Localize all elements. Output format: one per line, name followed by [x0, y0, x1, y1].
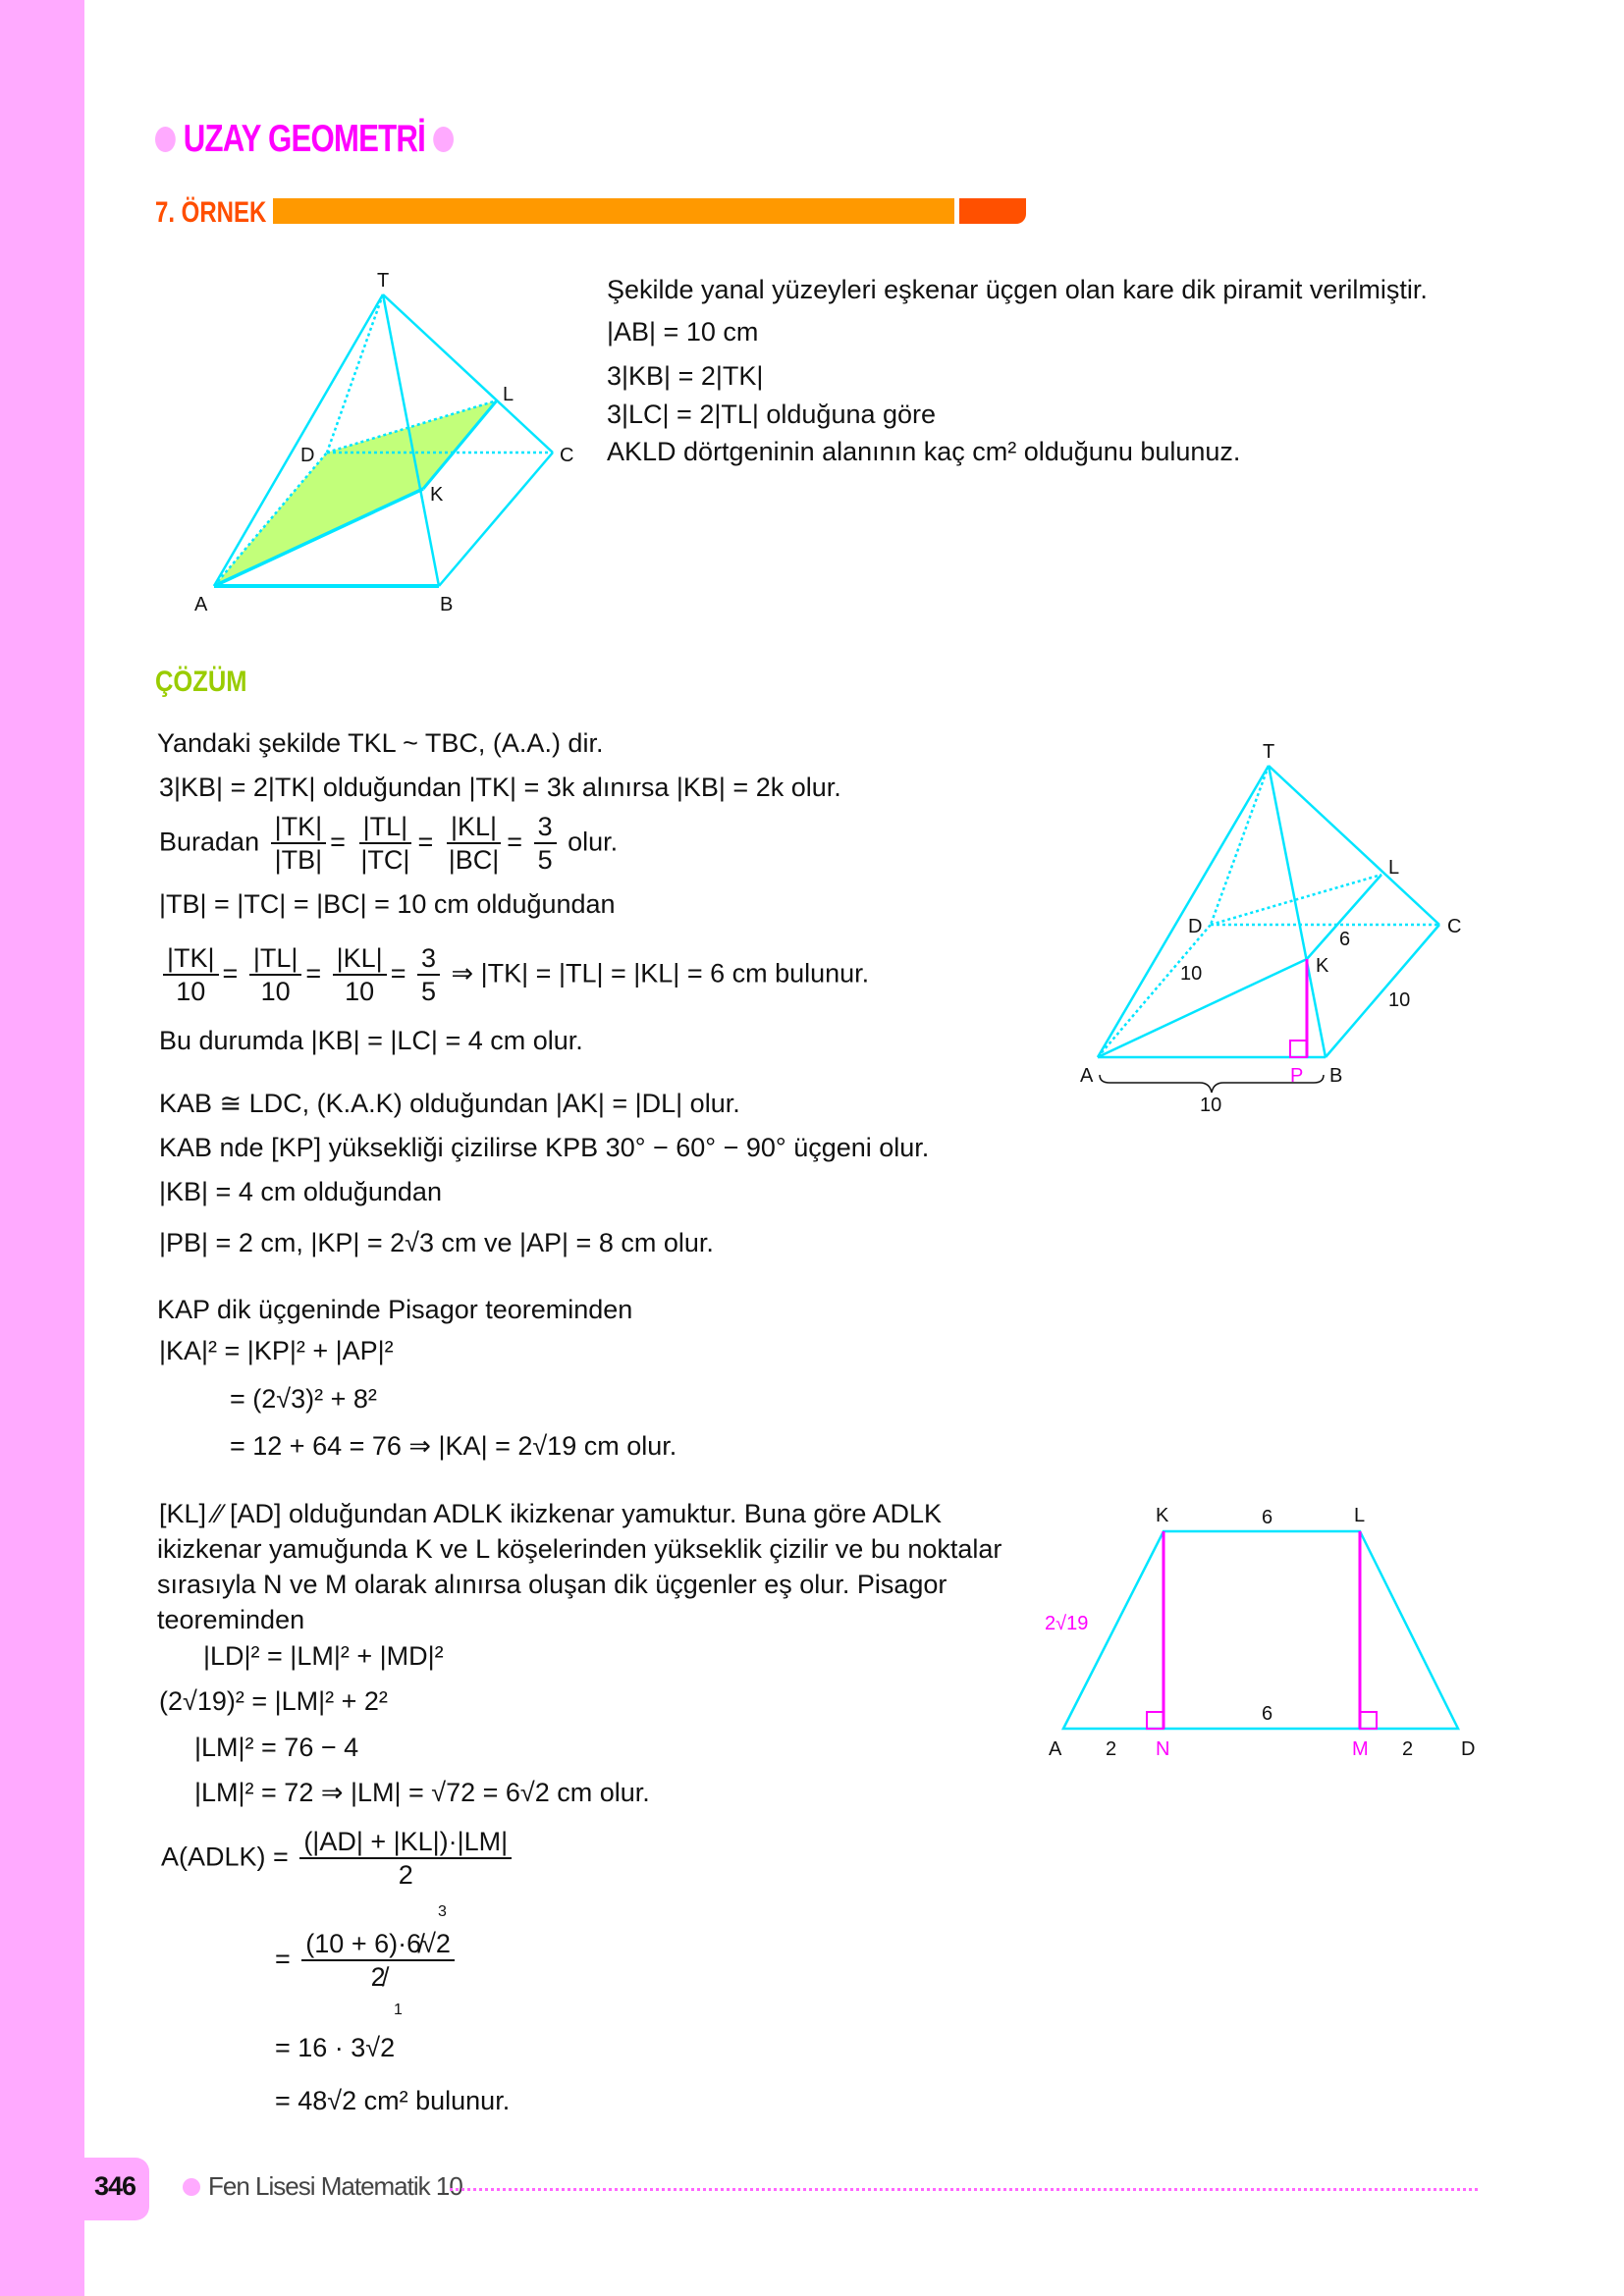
left-margin-bar: [0, 0, 84, 2296]
solution-line: = (2√3)² + 8²: [230, 1384, 377, 1414]
solution-line: (2√19)² = |LM|² + 2²: [159, 1686, 388, 1716]
solution-line: teoreminden: [157, 1605, 305, 1634]
trapezoid-figure: [1031, 1492, 1502, 1777]
solution-line: KAB nde [KP] yüksekliği çizilirse KPB 30° − 60° − 90° üçgeni olur.: [159, 1133, 930, 1162]
solution-line: sırasıyla N ve M olarak alınırsa oluşan dik üçgenler eş olur. Pisagor: [157, 1570, 947, 1599]
cancel-note-top: 3: [438, 1903, 447, 1920]
solution-line: |TB| = |TC| = |BC| = 10 cm olduğundan: [159, 889, 616, 919]
solution-line: 3|KB| = 2|TK| olduğundan |TK| = 3k alınırsa |KB| = 2k olur.: [159, 773, 841, 802]
pyramid-solution-figure: [1060, 736, 1492, 1129]
problem-line: Şekilde yanal yüzeyleri eşkenar üçgen olan kare dik piramit verilmiştir.: [607, 275, 1428, 304]
solution-line: |KA|² = |KP|² + |AP|²: [159, 1336, 394, 1365]
problem-question: AKLD dörtgeninin alanının kaç cm² olduğunu bulunuz.: [607, 437, 1241, 466]
solution-line: |LD|² = |LM|² + |MD|²: [203, 1641, 444, 1671]
vertex-label-k: K: [430, 484, 444, 506]
akld-shaded-region: [214, 400, 497, 586]
vertex-label-k: K: [1156, 1505, 1169, 1526]
solution-line: = 12 + 64 = 76 ⇒ |KA| = 2√19 cm olur.: [230, 1431, 677, 1461]
vertex-label-d: D: [1461, 1738, 1476, 1760]
length-label-nm: 6: [1262, 1703, 1273, 1725]
chapter-title-text: UZAY GEOMETRİ: [183, 118, 425, 160]
vertex-label-m: M: [1352, 1738, 1369, 1760]
vertex-label-p: P: [1290, 1065, 1304, 1087]
vertex-label-d: D: [300, 445, 315, 466]
cancel-note-bottom: 1: [394, 2002, 403, 2018]
chapter-title: [155, 118, 454, 161]
problem-line: |AB| = 10 cm: [607, 317, 759, 347]
length-label-md: 2: [1402, 1738, 1414, 1760]
length-label-an: 2: [1106, 1738, 1117, 1760]
length-label-bc: 10: [1388, 989, 1411, 1011]
solution-line: Bu durumda |KB| = |LC| = 4 cm olur.: [159, 1026, 583, 1055]
footer: [183, 2171, 462, 2202]
solution-line: |LM|² = 72 ⇒ |LM| = √72 = 6√2 cm olur.: [194, 1778, 650, 1807]
footer-dotted-rule: [450, 2188, 1478, 2191]
book-title: Fen Lisesi Matematik 10: [208, 2171, 462, 2201]
bullet-icon: [183, 2178, 200, 2196]
example-label: 7. ÖRNEK: [155, 196, 267, 229]
length-label-ak: 2√19: [1045, 1613, 1089, 1634]
bullet-icon: [155, 127, 176, 152]
solution-line: |LM|² = 76 − 4: [194, 1733, 359, 1762]
area-result: = 48√2 cm² bulunur.: [275, 2086, 511, 2115]
solution-line: KAB ≅ LDC, (K.A.K) olduğundan |AK| = |DL| olur.: [159, 1089, 740, 1118]
vertex-label-c: C: [1447, 916, 1462, 937]
vertex-label-a: A: [1080, 1065, 1094, 1087]
page-number: 346: [94, 2171, 136, 2201]
example-bar-end: [959, 198, 1026, 224]
solution-heading: ÇÖZÜM: [155, 666, 247, 698]
vertex-label-b: B: [1329, 1065, 1343, 1087]
example-bar: [273, 198, 954, 224]
area-step: = 16 · 3√2: [275, 2033, 396, 2062]
vertex-label-b: B: [440, 594, 454, 615]
pyramid-figure: [177, 255, 589, 628]
vertex-label-k: K: [1316, 955, 1329, 977]
vertex-label-a: A: [1049, 1738, 1062, 1760]
solution-ratio-line: Buradan $\frac{|TK|}{|TB|}$ = $\frac{|TL|}{|TC|}$ = $\frac{|KL|}{|BC|}$ = $\frac{3}{5}$ olur.: [159, 812, 619, 876]
vertex-label-t: T: [377, 270, 390, 292]
vertex-label-l: L: [1354, 1505, 1366, 1526]
solution-line: ikizkenar yamuğunda K ve L köşelerinden yükseklik çizilir ve bu noktalar: [157, 1534, 1002, 1564]
solution-line: |PB| = 2 cm, |KP| = 2√3 cm ve |AP| = 8 cm olur.: [159, 1228, 714, 1257]
length-label-ak: 10: [1180, 963, 1203, 985]
solution-line: KAP dik üçgeninde Pisagor teoreminden: [157, 1295, 633, 1324]
vertex-label-n: N: [1156, 1738, 1170, 1760]
problem-line: 3|KB| = 2|TK|: [607, 361, 764, 391]
solution-line: Yandaki şekilde TKL ~ TBC, (A.A.) dir.: [157, 728, 604, 758]
length-label-kl: 6: [1262, 1507, 1273, 1528]
vertex-label-d: D: [1188, 916, 1203, 937]
area-formula: A(ADLK) = $\frac{(|AD| + |KL|)\cdot|LM|}{2}$: [161, 1826, 515, 1892]
length-label-ab: 10: [1200, 1095, 1222, 1116]
area-step: = $\frac{(10 + 6)\cdot 6̸√2}{2̸}$: [275, 1928, 459, 1994]
vertex-label-t: T: [1263, 741, 1275, 763]
length-label-kl: 6: [1339, 929, 1351, 950]
problem-line: 3|LC| = 2|TL| olduğuna göre: [607, 400, 937, 429]
vertex-label-l: L: [503, 384, 514, 405]
solution-line: [KL] ∕∕ [AD] olduğundan ADLK ikizkenar yamuktur. Buna göre ADLK: [159, 1499, 942, 1528]
vertex-label-l: L: [1388, 857, 1400, 879]
vertex-label-a: A: [194, 594, 208, 615]
solution-line: |KB| = 4 cm olduğundan: [159, 1177, 442, 1206]
vertex-label-c: C: [560, 445, 574, 466]
solution-ratio-line: $\frac{|TK|}{10}$ = $\frac{|TL|}{10}$ = $\frac{|KL|}{10}$ = $\frac{3}{5}$ ⇒ |TK| = |TL| = |KL| = 6 cm bulunur.: [159, 942, 869, 1008]
bullet-icon: [433, 127, 454, 152]
